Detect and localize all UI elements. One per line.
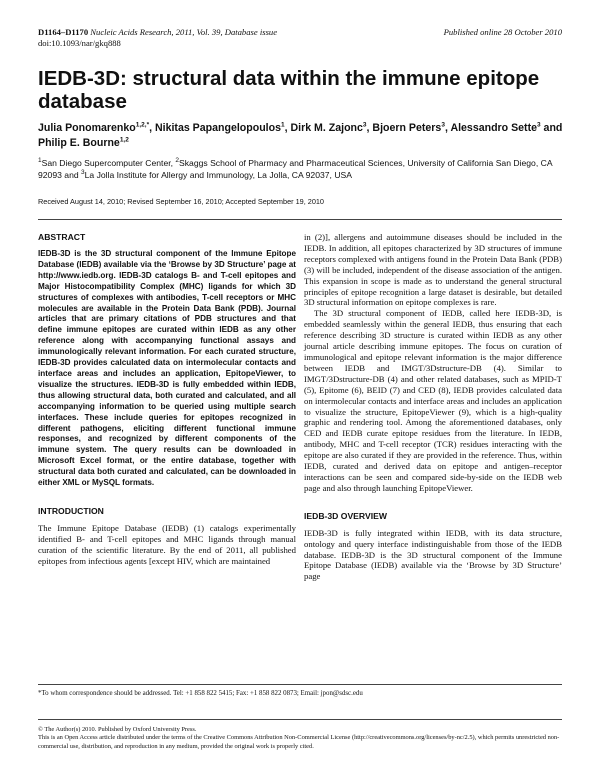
- footnote-divider: [38, 684, 562, 685]
- author: Dirk M. Zajonc$^3$: [290, 121, 367, 134]
- page-range: D1164–D1170: [38, 27, 89, 37]
- copyright-line: © The Author(s) 2010. Published by Oxford University Press.: [38, 726, 197, 733]
- right-column: [304, 232, 562, 582]
- journal-name: Nucleic Acids Research, 2011, Vol. 39, Database issue: [90, 27, 278, 37]
- author: Nikitas Papangelopoulos$^1$: [155, 121, 285, 134]
- affiliations: $^1$San Diego Supercomputer Center, $^2$Skaggs School of Pharmacy and Pharmaceutical Sciences, University of California San Diego, CA 92093 and $^3$La Jolla Institute for Allergy and Immunology, La Jolla, CA 92037, USA: [38, 157, 553, 180]
- header-citation: [38, 27, 277, 49]
- license-divider: [38, 719, 562, 720]
- author: Philip E. Bourne$^{1,2}$: [38, 136, 129, 149]
- body-paragraph: in (2)], allergens and autoimmune diseases should be included in the IEDB. In addition, all epitopes characterized by 3D structures of immune receptors complexed with antigens found in the Protein Data Bank (PDB) (3) will be included, independent of the disease association of the antigen. This expansion in scope is made as to understand the general structural principles of epitope recognition a large dataset is desirable, but detailed 3D structural information on epitope complexes is rare.: [304, 232, 562, 308]
- license-text: This is an Open Access article distributed under the terms of the Creative Commons Attribution Non-Commercial License (http://creativecommons.org/licenses/by-nc/2.5), which permits unrestricted non-commercial use, distribution, and reproduction in any medium, provided the original work is properly cited.: [38, 734, 560, 750]
- paper-title: IEDB-3D: structural data within the immune epitope database: [38, 67, 540, 113]
- author: Bjoern Peters$^3$: [372, 121, 445, 134]
- correspondence-footnote: *To whom correspondence should be addressed. Tel: +1 858 822 5415; Fax: +1 858 822 0873; Email: jpon@sdsc.edu: [38, 690, 363, 697]
- abstract-text: IEDB-3D is the 3D structural component of the Immune Epitope Database (IEDB) available via the ‘Browse by 3D Structure’ page at http://www.iedb.org. IEDB-3D catalogs B- and T-cell epitopes and Major Histocompatibility Complex (MHC) ligands for which 3D structures of complexes with antibodies, T-cell receptors or MHC molecules are available in the Protein Data Bank (PDB). Journal articles that are primary citations of PDB structures and that define immune epitopes are curated within IEDB as any other reference along with accompanying functional assays and immunologically relevant information. For each curated structure, IEDB-3D provides calculated data on intermolecular contacts and interface areas and includes an application, EpitopeViewer, to visualize the structures. IEDB-3D is fully embedded within IEDB, thus allowing structural data, both curated and calculated, and all accompanying information to be queried using multiple search interfaces. These include queries for epitopes recognized in different pathogens, eliciting different functional immune responses, and recognized by different components of the immune system. The query results can be downloaded in Microsoft Excel format, or the entire database, together with structural data both curated and calculated, can be downloaded in either XML or MySQL formats.: [38, 249, 296, 488]
- received-dates: Received August 14, 2010; Revised September 16, 2010; Accepted September 19, 2010: [38, 197, 324, 206]
- body-paragraph: The 3D structural component of IEDB, called here IEDB-3D, is embedded seamlessly within the general IEDB, thus ensuring that each reference describing 3D structure is curated within IEDB as any other journal article describing immune epitopes. The focus on curation of immunological and epitope relevant information is the major difference between IEDB and IMGT/3Dstructure-DB (4). Similar to IMGT/3Dstructure-DB (4) and other related databases, such as MPID-T (5), Epitome (6), BEID (7) and CED (8), IEDB provides calculated data on intermolecular contacts and interface areas and includes an application to visualize the structure, EpitopeViewer (9), which is a high-quality graphic and rendering tool. Among the aforementioned databases, only CED and IEDB curate epitope residues from the literature. In IEDB, antibody, MHC and T-cell receptor (TCR) residues interacting with the epitope are also curated if they are provided in the reference. Thus, within IEDB, curated and derived data on epitope and antigen–receptor interactions can be seen and compared side-by-side on the IEDB web page and also through launching EpitopeViewer.: [304, 308, 562, 493]
- running-header: [38, 27, 562, 53]
- published-date: Published online 28 October 2010: [443, 27, 562, 37]
- author: Alessandro Sette$^3$: [450, 121, 541, 134]
- author: Julia Ponomarenko$^{1,2,*}$: [38, 121, 150, 134]
- license-block: [38, 726, 562, 751]
- left-column: [38, 232, 296, 567]
- overview-text: IEDB-3D is fully integrated within IEDB, with its data structure, ontology and query interface indistinguishable from those of the IEDB database. IEDB-3D is the 3D structural component of the Immune Epitope Database (IEDB) available via the ‘Browse by 3D Structure’ page: [304, 527, 562, 582]
- author-list: Julia Ponomarenko$^{1,2,*}$, Nikitas Papangelopoulos$^1$, Dirk M. Zajonc$^3$, Bjoern Peters$^3$, Alessandro Sette$^3$ and Philip E. Bourne$^{1,2}$: [38, 121, 563, 149]
- abstract-heading: ABSTRACT: [38, 232, 86, 242]
- doi: doi:10.1093/nar/gkq888: [38, 38, 121, 48]
- top-divider: [38, 219, 562, 220]
- overview-heading: IEDB-3D OVERVIEW: [304, 510, 387, 521]
- introduction-heading: INTRODUCTION: [38, 505, 104, 516]
- introduction-text: The Immune Epitope Database (IEDB) (1) catalogs experimentally identified B- and T-cell epitopes and MHC ligands through manual curation of the scientific literature. By the end of 2011, all published epitopes from infectious agents [except HIV, which are maintained: [38, 522, 296, 566]
